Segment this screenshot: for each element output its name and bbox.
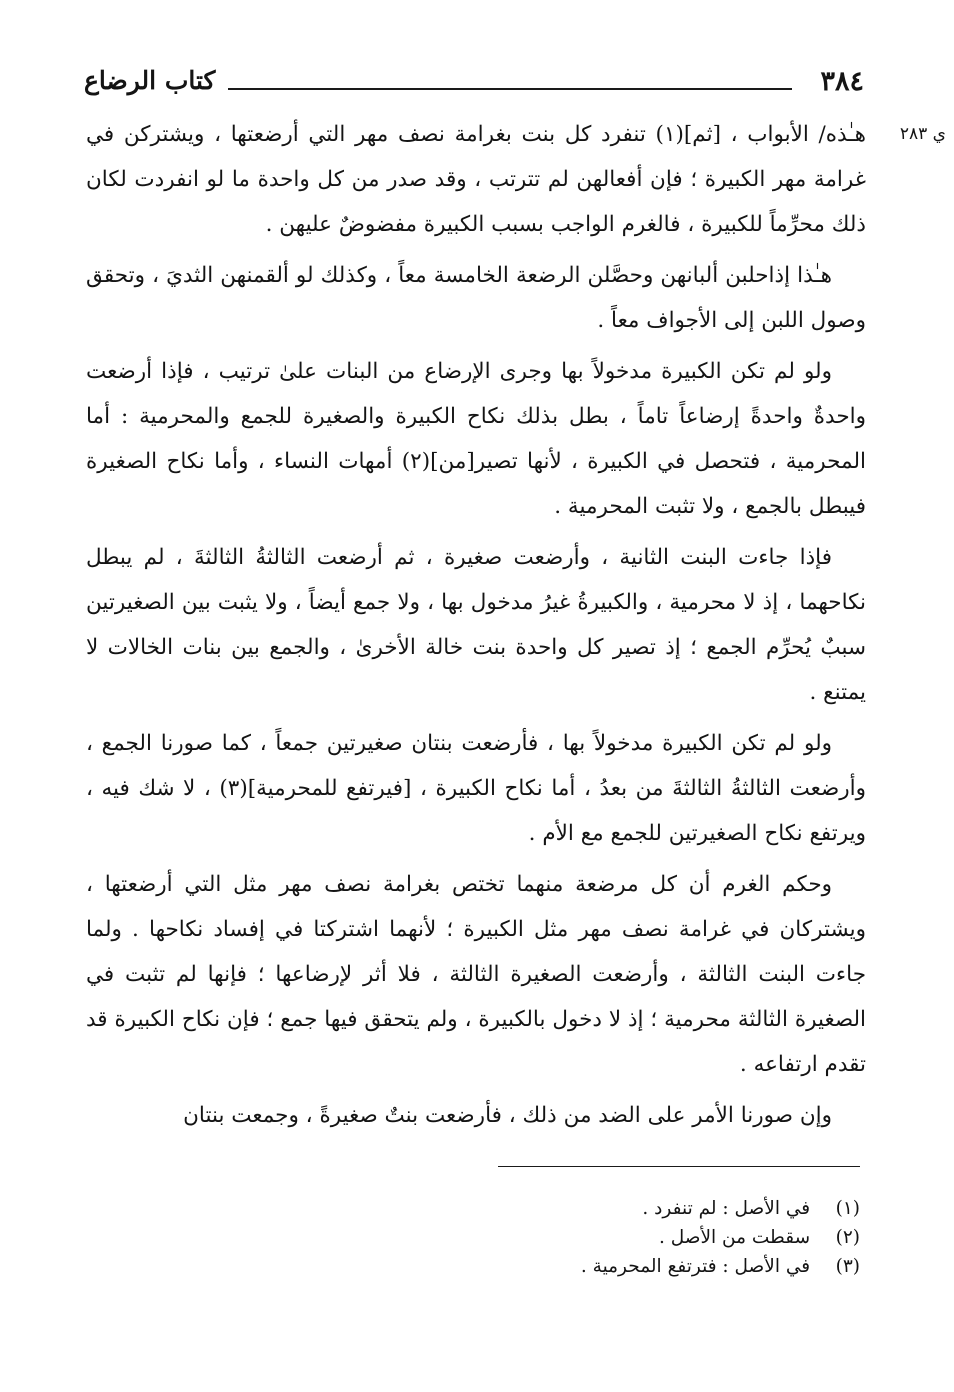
paragraph: هـٰذا إذاحلبن ألبانهن وحصَّلن الرضعة الخامسة معاً ، وكذلك لو ألقمنهن الثديَ ، وتحقق وصول اللبن إلى الأجواف معاً . [86,263,866,333]
paragraph: فإذا جاءت البنت الثانية ، وأرضعت صغيرة ، ثم أرضعت الثالثةُ الثالثةَ ، لم يبطل نكاحهما ، إذ لا محرمية ، والكبيرةُ غيرُ مدخول بها ، ولا جمع أيضاً ، ولا يثبت بين الصغيرتين سببٌ يُحرِّم الجمع ؛ إذ تصير كل واحدة بنت خالة الأخرىٰ ، والجمع بين بنات الخالات لا يمتنع . [86,545,866,705]
paragraph: ولو لم تكن الكبيرة مدخولاً بها ، فأرضعت بنتان صغيرتين جمعاً ، كما صورنا الجمع ، وأرضعت الثالثةُ الثالثةَ من بعدُ ، أما نكاح الكبيرة ، [فيرتفع للمحرمية](٣) ، لا شك فيه ، ويرتفع نكاح الصغيرتين للجمع مع الأم . [86,731,866,846]
book-title: كتاب الرضاع [84,66,216,95]
running-header [84,66,864,106]
footnote-separator [498,1166,860,1167]
paragraph: ولو لم تكن الكبيرة مدخولاً بها وجرى الإرضاع من البنات علىٰ ترتيب ، فإذا أرضعت واحدةٌ واحدةً إرضاعاً تاماً ، بطل بذلك نكاح الكبيرة والصغيرة للجمع والمحرمية : أما المحرمية ، فتحصل في الكبيرة ، لأنها تصير[من](٢) أمهات النساء ، وأما نكاح الصغيرة فيبطل بالجمع ، ولا تثبت المحرمية . [86,359,866,519]
page-number: ٣٨٤ [820,66,864,97]
footnote [340,1194,860,1223]
main-text [86,112,866,1144]
paragraph: هـٰذه/ الأبواب ، [ثم](١) تنفرد كل بنت بغرامة نصف مهر التي أرضعتها ، ويشتركن في غرامة مهر الكبيرة ؛ فإن أفعالهن لم تترتب ، وقد صدر من كل واحدة ما لو انفردت لكان ذلك محرِّماً للكبيرة ، فالغرم الواجب بسبب الكبيرة مفضوضٌ عليهن . [86,122,866,237]
paragraph: وحكم الغرم أن كل مرضعة منهما تختص بغرامة نصف مهر مثل التي أرضعتها ، ويشتركان في غرامة نصف مهر مثل الكبيرة ؛ لأنهما اشتركتا في إفساد نكاحها . ولما جاءت البنت الثالثة ، وأرضعت الصغيرة الثالثة ، فلا أثر لإرضاعها ؛ فإنها لم تثبت في الصغيرة الثالثة محرمية ؛ إذ لا دخول بالكبيرة ، ولم يتحقق فيها جمع ؛ فإن نكاح الكبيرة قد تقدم ارتفاعه . [86,872,866,1077]
header-rule [228,88,792,90]
footnote-text: في الأصل : فترتفع المحرمية . [580,1256,811,1277]
footnotes [340,1194,860,1281]
margin-reference: ي ٢٨٣ [899,124,946,144]
footnote-number: (١) [835,1198,860,1219]
footnote [340,1252,860,1281]
footnote-text: في الأصل : لم تنفرد . [642,1198,811,1219]
paragraph: وإن صورنا الأمر على الضد من ذلك ، فأرضعت بنتٌ صغيرةً ، وجمعت بنتان [183,1103,832,1128]
footnote-number: (٣) [835,1256,860,1277]
footnote-text: سقطت من الأصل . [658,1227,811,1248]
footnote-number: (٢) [835,1227,860,1248]
footnote [340,1223,860,1252]
